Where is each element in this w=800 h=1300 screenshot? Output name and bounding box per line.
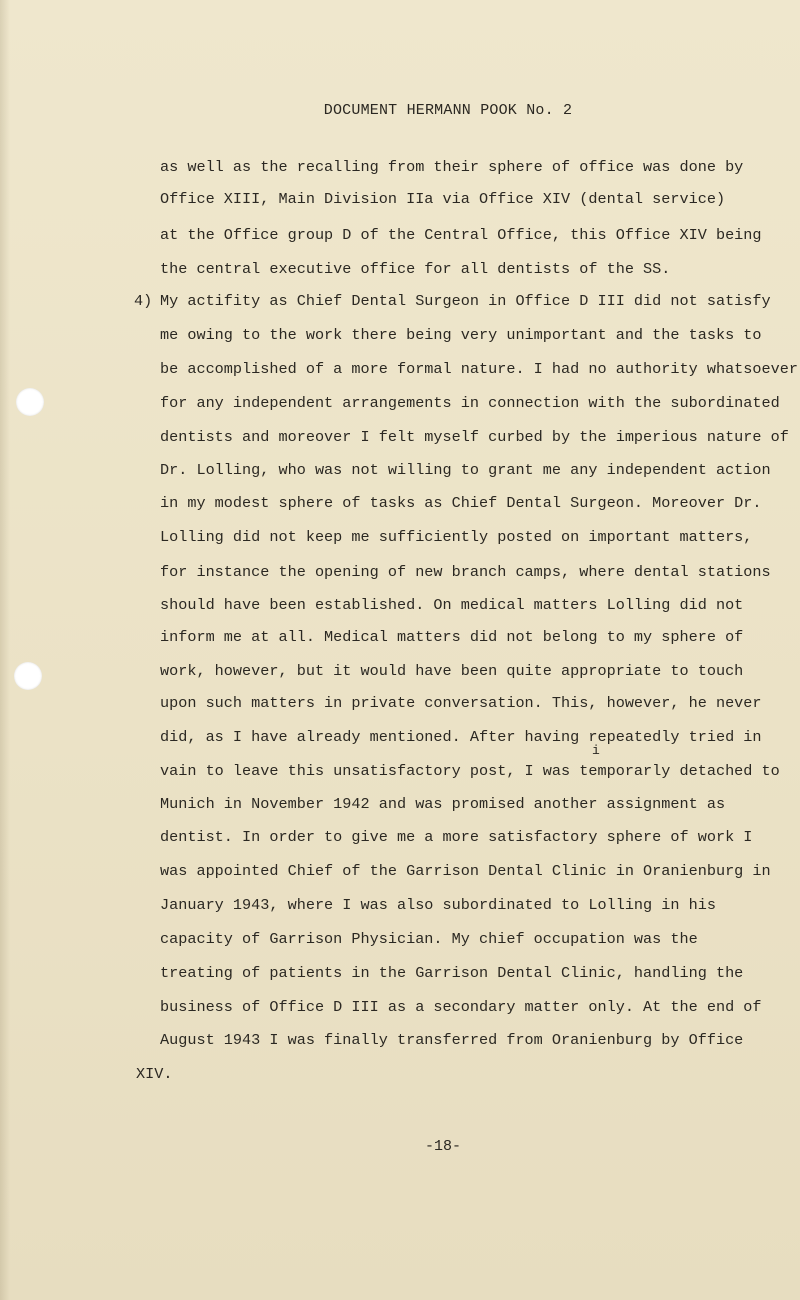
text-line: Office XIII, Main Division IIa via Office XIV (dental service) — [160, 190, 726, 208]
text-line: at the Office group D of the Central Office, this Office XIV being — [160, 226, 762, 244]
text-line: be accomplished of a more formal nature. I had no authority whatsoever — [160, 360, 798, 378]
text-line: in my modest sphere of tasks as Chief Dental Surgeon. Moreover Dr. — [160, 494, 762, 512]
text-line: for instance the opening of new branch camps, where dental stations — [160, 563, 771, 581]
text-line: Lolling did not keep me sufficiently posted on important matters, — [160, 528, 753, 546]
text-line: business of Office D III as a secondary matter only. At the end of — [160, 998, 762, 1016]
text-line: My actifity as Chief Dental Surgeon in Office D III did not satisfy — [160, 292, 771, 310]
document-title: DOCUMENT HERMANN POOK No. 2 — [323, 102, 573, 119]
text-line: me owing to the work there being very unimportant and the tasks to — [160, 326, 762, 344]
text-line: dentists and moreover I felt myself curbed by the imperious nature of — [160, 428, 789, 446]
text-line: dentist. In order to give me a more satisfactory sphere of work I — [160, 828, 753, 846]
paragraph-number: 4) — [134, 292, 153, 310]
text-line: was appointed Chief of the Garrison Dental Clinic in Oranienburg in — [160, 862, 771, 880]
text-line: work, however, but it would have been quite appropriate to touch — [160, 662, 744, 680]
text-line: as well as the recalling from their sphere of office was done by — [160, 158, 744, 176]
text-line: XIV. — [136, 1065, 173, 1083]
page-footer — [0, 1138, 800, 1155]
text-line: Munich in November 1942 and was promised another assignment as — [160, 795, 726, 813]
text-line: upon such matters in private conversation. This, however, he never — [160, 694, 762, 712]
text-line: did, as I have already mentioned. After having repeatedly tried in — [160, 728, 762, 746]
text-line: inform me at all. Medical matters did not belong to my sphere of — [160, 628, 744, 646]
handwritten-mark: i — [592, 743, 600, 758]
text-line: for any independent arrangements in connection with the subordinated — [160, 394, 780, 412]
text-line: capacity of Garrison Physician. My chief occupation was the — [160, 930, 698, 948]
page-number: -18- — [424, 1138, 461, 1155]
text-line: Dr. Lolling, who was not willing to grant me any independent action — [160, 461, 771, 479]
text-line: August 1943 I was finally transferred from Oranienburg by Office — [160, 1031, 744, 1049]
text-line: should have been established. On medical matters Lolling did not — [160, 596, 744, 614]
text-line: January 1943, where I was also subordinated to Lolling in his — [160, 896, 716, 914]
text-line: vain to leave this unsatisfactory post, I was temporarly detached to — [160, 762, 780, 780]
text-line: the central executive office for all dentists of the SS. — [160, 260, 671, 278]
text-line: treating of patients in the Garrison Dental Clinic, handling the — [160, 964, 744, 982]
